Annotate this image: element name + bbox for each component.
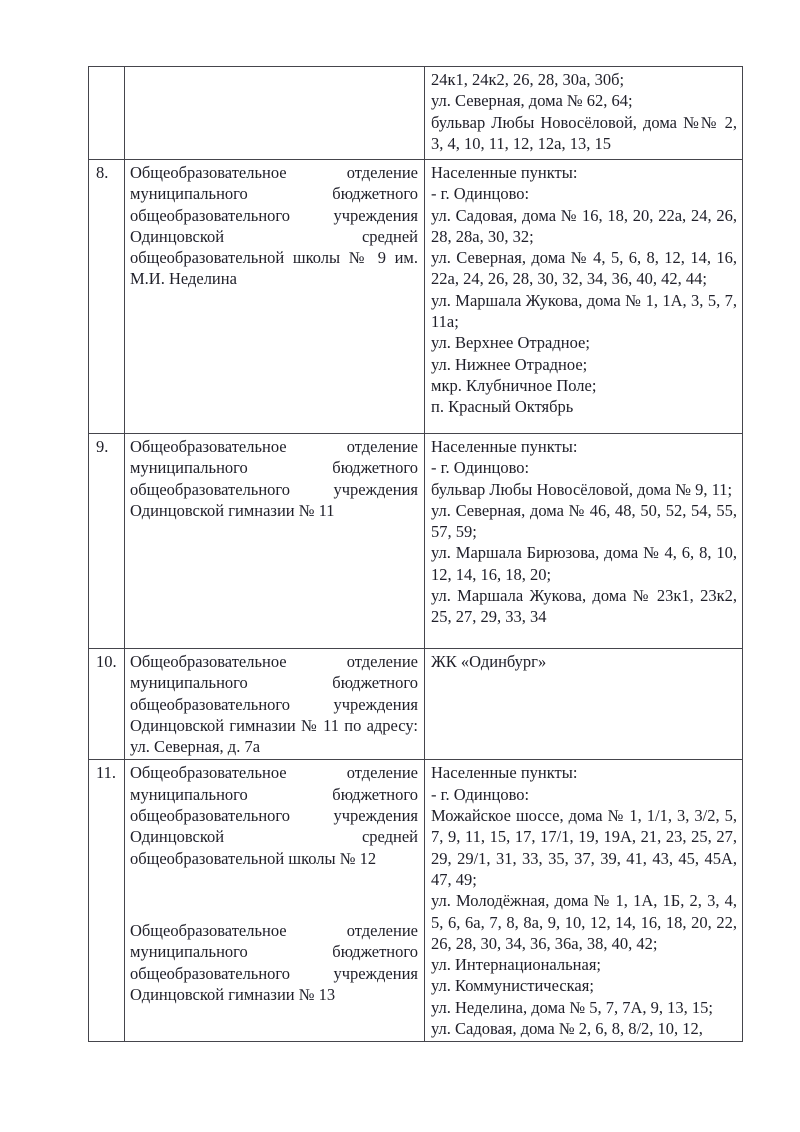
area-line: ул. Интернациональная; bbox=[431, 955, 601, 975]
school-name-cell bbox=[125, 760, 425, 1042]
row-number-cell bbox=[89, 434, 125, 649]
table-row bbox=[89, 67, 743, 160]
area-line: ЖК «Одинбург» bbox=[431, 652, 547, 671]
school-name-cell bbox=[125, 649, 425, 760]
table-row bbox=[89, 649, 743, 760]
school-name: Общеобразовательное отделение муниципального бюджетного общеобразовательного учреждения Одинцовской средней общеобразовательной школы № 9 им. М.И. Неделина bbox=[130, 163, 418, 289]
area-line: Населенные пункты: bbox=[431, 437, 578, 456]
school-name-cell bbox=[125, 160, 425, 434]
area-line: Можайское шоссе, дома № 1, 1/1, 3, 3/2, 5, 7, 9, 11, 15, 17, 17/1, 19, 19А, 21, 23, 25, 27, 29, 29/1, 31, 33, 35, 37, 39, 41, 43, 45, 45А, 47, 49; bbox=[431, 806, 737, 889]
school-name: Общеобразовательное отделение муниципального бюджетного общеобразовательного учреждения Одинцовской гимназии № 11 по адресу: ул. Северная, д. 7а bbox=[130, 652, 418, 757]
row-number: 10. bbox=[96, 652, 117, 671]
row-number: 9. bbox=[96, 437, 109, 456]
row-number: 11. bbox=[96, 763, 117, 783]
row-number-cell bbox=[89, 67, 125, 160]
area-line: ул. Садовая, дома № 2, 6, 8, 8/2, 10, 12, bbox=[431, 1019, 703, 1039]
row-number-cell bbox=[89, 649, 125, 760]
area-line: ул. Северная, дома № 62, 64; bbox=[431, 91, 633, 111]
area-line: ул. Верхнее Отрадное; bbox=[431, 333, 590, 353]
areas-cell bbox=[425, 160, 743, 434]
area-line: ул. Маршала Жукова, дома № 1, 1А, 3, 5, 7, 11а; bbox=[431, 290, 737, 332]
school-name: Общеобразовательное отделение муниципального бюджетного общеобразовательного учреждения Одинцовской гимназии № 11 bbox=[130, 437, 418, 520]
areas-cell bbox=[425, 760, 743, 1042]
area-line: Населенные пункты: bbox=[431, 763, 578, 783]
school-name-cell bbox=[125, 434, 425, 649]
area-line: ул. Коммунистическая; bbox=[431, 976, 594, 996]
area-line: Населенные пункты: bbox=[431, 163, 578, 182]
area-line: ул. Садовая, дома № 16, 18, 20, 22а, 24, 26, 28, 28а, 30, 32; bbox=[431, 205, 737, 246]
area-line: бульвар Любы Новосёловой, дома №№ 2, 3, 4, 10, 11, 12, 12а, 13, 15 bbox=[431, 112, 737, 153]
table-row bbox=[89, 434, 743, 649]
area-line: - г. Одинцово: bbox=[431, 458, 530, 478]
area-line: ул. Маршала Жукова, дома № 23к1, 23к2, 25, 27, 29, 33, 34 bbox=[431, 586, 737, 627]
areas-cell bbox=[425, 649, 743, 760]
table-row bbox=[89, 760, 743, 1042]
areas-cell bbox=[425, 434, 743, 649]
area-line: ул. Молодёжная, дома № 1, 1А, 1Б, 2, 3, 4, 5, 6, 6а, 7, 8, 8а, 9, 10, 12, 14, 16, 18, 20, 22, 26, 28, 30, 34, 36, 36а, 38, 40, 42; bbox=[431, 891, 737, 953]
area-line: ул. Нижнее Отрадное; bbox=[431, 354, 588, 374]
row-number-cell bbox=[89, 760, 125, 1042]
area-line: ул. Северная, дома № 4, 5, 6, 8, 12, 14, 16, 22а, 24, 26, 28, 30, 32, 34, 36, 40, 42, 44; bbox=[431, 248, 737, 289]
school-name-secondary: Общеобразовательное отделение муниципального бюджетного общеобразовательного учреждения Одинцовской гимназии № 13 bbox=[130, 920, 418, 1004]
area-line: - г. Одинцово: bbox=[431, 784, 530, 804]
table-row bbox=[89, 160, 743, 434]
area-line: - г. Одинцово: bbox=[431, 184, 530, 204]
area-line: мкр. Клубничное Поле; bbox=[431, 375, 597, 395]
row-number-cell bbox=[89, 160, 125, 434]
area-line: бульвар Любы Новосёловой, дома № 9, 11; bbox=[431, 479, 733, 499]
school-name: Общеобразовательное отделение муниципального бюджетного общеобразовательного учреждения Одинцовской средней общеобразовательной школы № 12 bbox=[130, 763, 418, 868]
school-name-cell bbox=[125, 67, 425, 160]
row-number: 8. bbox=[96, 163, 109, 182]
area-line: п. Красный Октябрь bbox=[431, 397, 574, 417]
area-line: ул. Северная, дома № 46, 48, 50, 52, 54, 55, 57, 59; bbox=[431, 500, 737, 542]
areas-cell bbox=[425, 67, 743, 160]
area-line: ул. Маршала Бирюзова, дома № 4, 6, 8, 10, 12, 14, 16, 18, 20; bbox=[431, 543, 737, 584]
area-line: ул. Неделина, дома № 5, 7, 7А, 9, 13, 15; bbox=[431, 997, 713, 1017]
school-districts-table bbox=[88, 66, 743, 1042]
area-line: 24к1, 24к2, 26, 28, 30а, 30б; bbox=[431, 70, 625, 89]
